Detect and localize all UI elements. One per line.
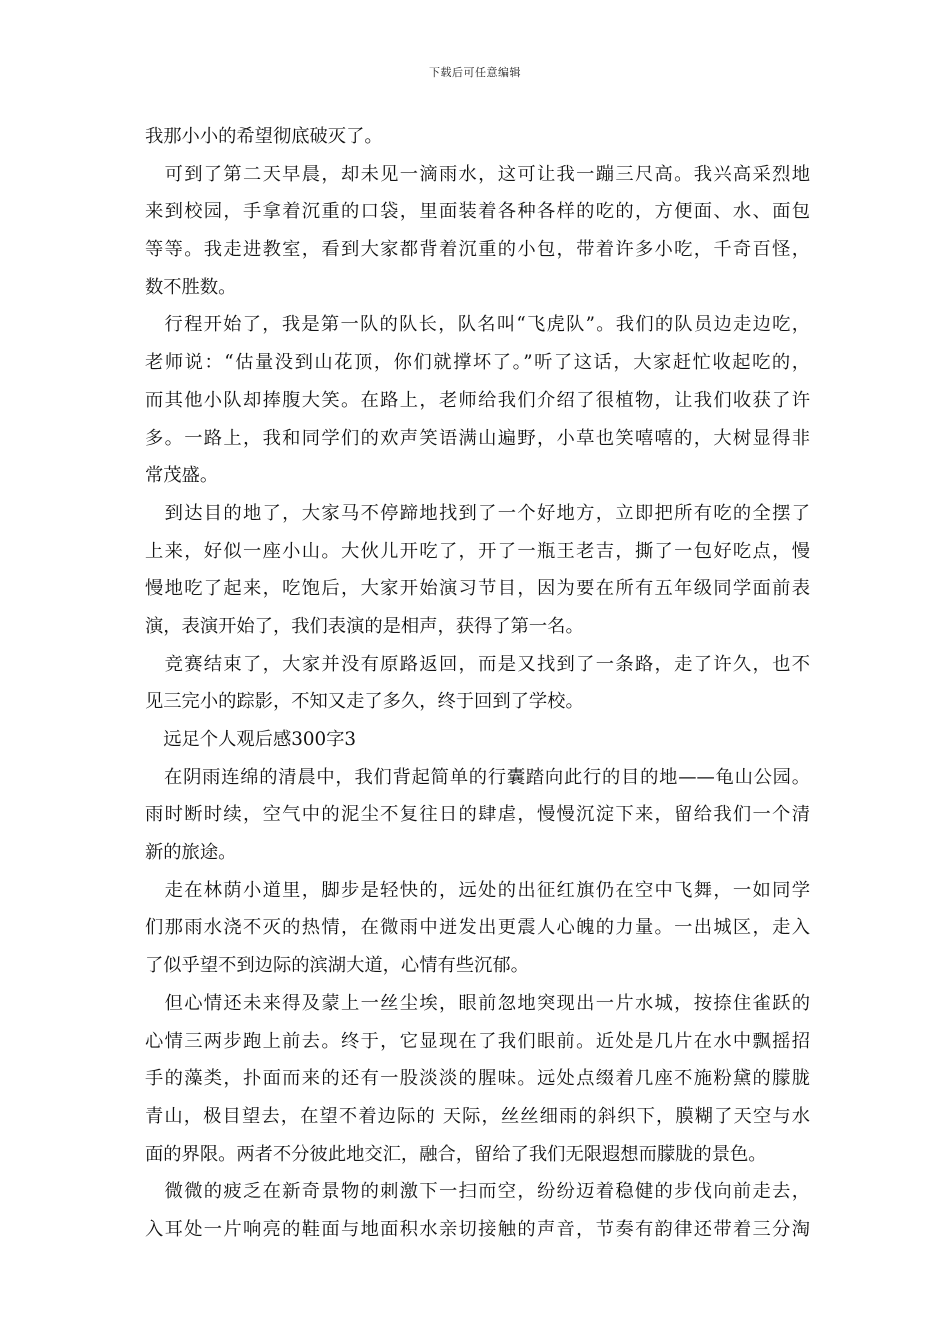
text-line: 面的界限。两者不分彼此地交汇，融合，留给了我们无限遐想而朦胧的景色。	[145, 1143, 767, 1165]
text-line: 心情三两步跑上前去。终于，它显现在了我们眼前。近处是几片在水中飘摇招	[145, 1030, 810, 1052]
text-line: 在阴雨连绵的清晨中，我们背起简单的行囊踏向此行的目的地——龟山公园。	[145, 766, 810, 788]
text-line: 们那雨水浇不灭的热情，在微雨中迸发出更震人心魄的力量。一出城区，走入	[145, 917, 810, 939]
text-line: 慢地吃了起来，吃饱后，大家开始演习节目，因为要在所有五年级同学面前表	[145, 578, 810, 600]
text-line: 老师说：“估量没到山花顶，你们就撑坏了。”听了这话，大家赶忙收起吃的，	[145, 352, 810, 374]
text-line: 来到校园，手拿着沉重的口袋，里面装着各种各样的吃的，方便面、水、面包	[145, 201, 810, 223]
text-line: 数不胜数。	[145, 276, 237, 298]
text-line: 远足个人观后感300字3	[145, 729, 357, 750]
text-line: 微微的疲乏在新奇景物的刺激下一扫而空，纷纷迈着稳健的步伐向前走去，	[145, 1181, 810, 1203]
text-line: 走在林荫小道里，脚步是轻快的，远处的出征红旗仍在空中飞舞，一如同学	[145, 879, 810, 901]
text-line: 可到了第二天早晨，却未见一滴雨水，这可让我一蹦三尺高。我兴高采烈地	[145, 163, 810, 185]
text-line: 但心情还未来得及蒙上一丝尘埃，眼前忽地突现出一片水城，按捺住雀跃的	[145, 992, 810, 1014]
text-line: 多。一路上，我和同学们的欢声笑语满山遍野，小草也笑嘻嘻的，大树显得非	[145, 427, 810, 449]
text-line: 演，表演开始了，我们表演的是相声，获得了第一名。	[145, 615, 584, 637]
text-line: 常茂盛。	[145, 465, 219, 487]
text-line: 我那小小的希望彻底破灭了。	[145, 126, 383, 147]
text-line: 雨时断时续，空气中的泥尘不复往日的肆虐，慢慢沉淀下来，留给我们一个清	[145, 804, 810, 826]
text-line: 竞赛结束了，大家并没有原路返回，而是又找到了一条路，走了许久，也不	[145, 653, 810, 675]
document-body	[145, 118, 810, 1249]
text-line: 青山，极目望去，在望不着边际的 天际，丝丝细雨的斜织下，膜糊了天空与水	[145, 1105, 810, 1127]
page-header: 下载后可任意编辑	[429, 66, 521, 79]
text-line: 而其他小队却捧腹大笑。在路上，老师给我们介绍了很植物，让我们收获了许	[145, 389, 810, 411]
text-line: 见三完小的踪影，不知又走了多久，终于回到了学校。	[145, 691, 584, 713]
text-line: 新的旅途。	[145, 842, 237, 864]
text-line: 手的藻类，扑面而来的还有一股淡淡的腥味。远处点缀着几座不施粉黛的朦胧	[145, 1068, 810, 1090]
text-line: 行程开始了，我是第一队的队长，队名叫“飞虎队”。我们的队员边走边吃，	[145, 314, 810, 336]
text-line: 上来，好似一座小山。大伙儿开吃了，开了一瓶王老吉，撕了一包好吃点，慢	[145, 540, 810, 562]
text-line: 到达目的地了，大家马不停蹄地找到了一个好地方，立即把所有吃的全摆了	[145, 502, 810, 524]
text-line: 了似乎望不到边际的滨湖大道，心情有些沉郁。	[145, 955, 529, 977]
text-line: 入耳处一片响亮的鞋面与地面积水亲切接触的声音，节奏有韵律还带着三分淘	[145, 1218, 810, 1240]
text-line: 等等。我走进教室，看到大家都背着沉重的小包，带着许多小吃，千奇百怪，	[145, 239, 810, 261]
